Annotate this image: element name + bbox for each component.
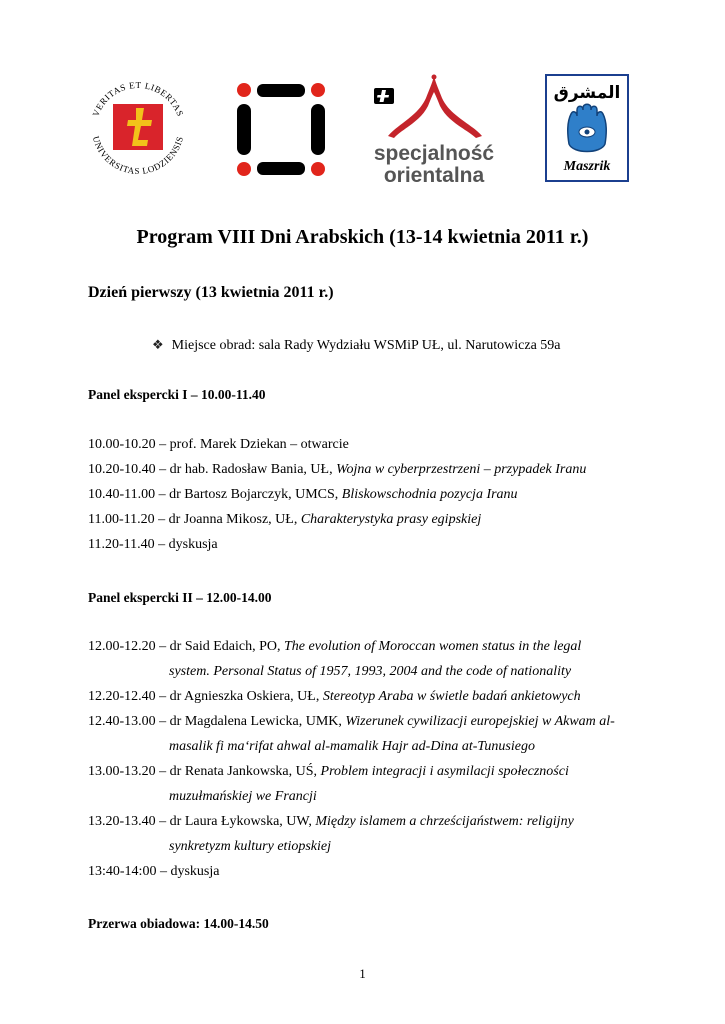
panel-1-title: Panel ekspercki I – 10.00-11.40: [88, 387, 266, 402]
seal-top-text: VERITAS ET LIBERTAS: [90, 79, 186, 118]
schedule-item: 10.40-11.00 – dr Bartosz Bojarczyk, UMCS, Bliskowschodnia pozycja Iranu: [88, 487, 518, 502]
specjalnosc-orientalna-logo: [368, 74, 503, 186]
panel-2-schedule: [88, 634, 648, 884]
venue-line: [152, 338, 561, 354]
maszrik-latin-text: Maszrik: [563, 159, 611, 174]
schedule-item: 12.20-12.40 – dr Agnieszka Oskiera, UŁ, Stereotyp Araba w świetle badań ankietowych: [88, 689, 581, 704]
page-title: Program VIII Dni Arabskich (13-14 kwietnia 2011 r.): [136, 226, 589, 248]
venue-text: Miejsce obrad: sala Rady Wydziału WSMiP UŁ, ul. Narutowicza 59a: [171, 338, 561, 353]
arch-icon: [388, 76, 482, 138]
schedule-item: 10.20-10.40 – dr hab. Radosław Bania, UŁ, Wojna w cyberprzestrzeni – przypadek Iranu: [88, 462, 587, 477]
day-heading: Dzień pierwszy (13 kwietnia 2011 r.): [88, 284, 334, 301]
maszrik-arabic-text: المشرق: [553, 83, 621, 103]
page-number: 1: [359, 966, 366, 981]
schedule-item: 13.00-13.20 – dr Renata Jankowska, UŚ, Problem integracji i asymilacji społeczności muzułmańskiej we Francji: [88, 764, 569, 804]
logo-row: [0, 72, 725, 187]
panel-1-schedule: [88, 432, 648, 557]
maszrik-logo: [545, 74, 629, 182]
schedule-item: 12.00-12.20 – dr Said Edaich, PO, The evolution of Moroccan women status in the legal system. Personal Status of 1957, 1993, 2004 and the code of nationality: [88, 639, 582, 679]
square-dots-logo: [236, 82, 326, 177]
schedule-item: 13.20-13.40 – dr Laura Łykowska, UW, Między islamem a chrześcijaństwem: religijny synkretyzm kultury etiopskiej: [88, 814, 574, 854]
schedule-item: 12.40-13.00 – dr Magdalena Lewicka, UMK, Wizerunek cywilizacji europejskiej w Akwam al- masalik fi ma‘rifat ahwal al-mamalik Hajr ad-Dina at-Tunusiego: [88, 714, 615, 754]
university-lodz-logo: [82, 72, 194, 184]
orientalna-text: orientalna: [383, 164, 485, 186]
schedule-item: 13:40-14:00 – dyskusja: [88, 864, 220, 879]
schedule-item: 10.00-10.20 – prof. Marek Dziekan – otwarcie: [88, 437, 349, 452]
diamond-bullet-icon: ❖: [152, 338, 164, 353]
seal-bottom-text: UNIVERSITAS LODZIENSIS: [90, 134, 186, 177]
hamsa-icon: [568, 104, 607, 151]
schedule-item: 11.20-11.40 – dyskusja: [88, 537, 218, 552]
schedule-item: 11.00-11.20 – dr Joanna Mikosz, UŁ, Charakterystyka prasy egipskiej: [88, 512, 482, 527]
lunch-break-heading: Przerwa obiadowa: 14.00-14.50: [88, 916, 269, 931]
panel-2-title: Panel ekspercki II – 12.00-14.00: [88, 590, 272, 605]
specjalnosc-text: specjalność: [373, 142, 495, 165]
